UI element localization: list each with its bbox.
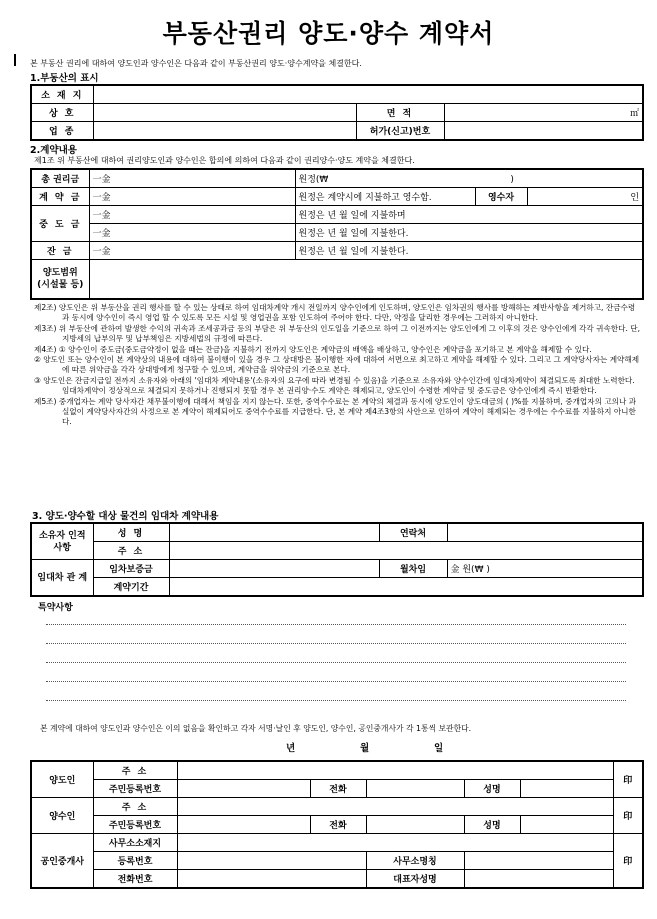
buyer-phone-field[interactable]	[366, 816, 464, 834]
business-label: 업 종	[31, 122, 93, 141]
permit-label: 허가(신고)번호	[356, 122, 444, 141]
seller-name-label: 성명	[464, 780, 520, 798]
special-line[interactable]	[46, 624, 626, 625]
articles-block	[34, 303, 642, 428]
buyer-id-field[interactable]	[177, 816, 310, 834]
balance-label: 잔 금	[31, 242, 89, 260]
office-name-label: 사무소명칭	[366, 852, 464, 870]
seller-id-field[interactable]	[177, 780, 310, 798]
special-line[interactable]	[46, 662, 626, 663]
owner-address-field[interactable]	[169, 542, 643, 560]
rep-field[interactable]	[464, 870, 613, 889]
buyer-name-label: 성명	[464, 816, 520, 834]
rent-label: 월차임	[379, 560, 447, 578]
receiver-seal[interactable]: 인	[527, 188, 643, 206]
deposit-label: 계 약 금	[31, 188, 89, 206]
seller-address-label: 주 소	[93, 761, 177, 780]
middle-label: 중 도 금	[31, 206, 89, 242]
reg-field[interactable]	[177, 852, 366, 870]
period-label: 계약기간	[93, 578, 169, 597]
article-2: 제2조) 양도인은 위 부동산을 권리 행사를 할 수 있는 상태로 하여 임대차계약 개시 전일까지 양수인에게 인도하며, 양도인은 임차권의 행사를 방해하는 제반사항을 제거하고, 잔금수령과 동시에 양수인이 즉시 영업 할 수 있도록 모든 시설 및 영업권을 포함 인도하여 주어야 한다. 다만, 약정을 달리한 경우에는 그러하지 아니한다.	[34, 303, 636, 323]
balance-text[interactable]: 원정은 년 월 일에 지불한다.	[295, 242, 643, 260]
buyer-name-field[interactable]	[520, 816, 613, 834]
location-label: 소 재 지	[31, 85, 93, 104]
deposit-prefix: 一金	[89, 188, 295, 206]
buyer-label: 양수인	[31, 798, 93, 834]
special-terms-label: 특약사항	[38, 603, 73, 613]
article-4-2: ② 양도인 또는 양수인이 본 계약상의 내용에 대하여 불이행이 있을 경우 그 상대방은 불이행한 자에 대하여 서면으로 최고하고 계약을 해제할 수 있다. 그리고 그 계약당사자는 계약해제에 따른 위약금을 각각 상대방에게 청구할 수 있으며, 계약금을 위약금의 기준으로 본다.	[34, 355, 640, 375]
margin-mark	[14, 54, 16, 66]
total-prefix: 一金	[89, 169, 295, 188]
seller-label: 양도인	[31, 761, 93, 798]
article-3: 제3조) 위 부동산에 관하여 발생한 수익의 귀속과 조세공과금 등의 부담은 위 부동산의 인도일을 기준으로 하여 그 이전까지는 양도인에게 그 이후의 것은 양수인에게 각각 귀속한다. 단, 지방세의 납부의무 및 납부책임은 지방세법의 규정에 따른다.	[34, 323, 641, 344]
area-label: 면 적	[356, 104, 444, 122]
period-field[interactable]	[169, 578, 643, 597]
article-4-1: 제4조) ① 양수인이 중도금(중도금약정이 없을 때는 잔금)을 지불하기 전까지 양도인은 계약금의 배액을 배상하고, 양수인은 계약금을 포기하고 본 계약을 해제할 수 있다.	[34, 344, 592, 354]
business-field[interactable]	[93, 122, 356, 141]
total-label: 총 권리금	[31, 169, 89, 188]
owner-contact-label: 연락처	[379, 523, 447, 542]
tel-label: 전화번호	[93, 870, 177, 889]
closing-text: 본 계약에 대하여 양도인과 양수인은 이의 없음을 확인하고 각자 서명·날인 후 양도인, 양수인, 공인중개사가 각 1통씩 보관한다.	[40, 724, 472, 733]
owner-contact-field[interactable]	[447, 523, 643, 542]
lease-deposit-label: 임차보증금	[93, 560, 169, 578]
area-field[interactable]	[444, 104, 643, 122]
middle2-prefix: 一金	[89, 224, 295, 242]
article-5: 제5조) 중개업자는 계약 당사자간 채무불이행에 대해서 책임을 지지 않는다. 또한, 중역수수료는 본 계약의 체결과 동시에 양도인이 양도대금의 ( )%를 지불하며, 중개업자의 고의나 과실없이 계약당사자간의 사정으로 본 계약이 해제되어도 중역수수료를 지급한다. 단, 본 계약 제4조3항의 사안으로 인하여 계약이 해제되는 경우에는 수수료를 지불하지 아니한다.	[34, 396, 637, 427]
seller-phone-label: 전화	[310, 780, 366, 798]
area-unit: ㎡	[629, 109, 639, 119]
reg-label: 등록번호	[93, 852, 177, 870]
scope-label: 양도범위 (시설물 등)	[31, 260, 89, 300]
seller-address-field[interactable]	[177, 761, 613, 780]
balance-prefix: 一金	[89, 242, 295, 260]
total-amount-field[interactable]	[295, 169, 643, 188]
lease-label: 임대차 관 계	[31, 560, 93, 597]
total-close: )	[510, 175, 514, 185]
intro-text: 본 부동산 권리에 대하여 양도인과 양수인은 다음과 같이 부동산권리 양도·양수계약을 체결한다.	[30, 59, 362, 68]
deposit-text: 원정은 계약시에 지불하고 영수함.	[295, 188, 475, 206]
date-month: 월	[360, 743, 370, 754]
permit-field[interactable]	[444, 122, 643, 141]
special-line[interactable]	[46, 643, 626, 644]
seller-name-field[interactable]	[520, 780, 613, 798]
name-field[interactable]	[93, 104, 356, 122]
broker-seal[interactable]: 印	[613, 834, 643, 889]
middle1-prefix: 一金	[89, 206, 295, 224]
lease-deposit-field[interactable]	[169, 560, 379, 578]
buyer-seal[interactable]: 印	[613, 798, 643, 834]
section2-heading: 2.계약내용	[30, 145, 77, 156]
buyer-address-label: 주 소	[93, 798, 177, 816]
article1-text: 제1조 위 부동산에 대하여 권리양도인과 양수인은 합의에 의하여 다음과 같이 권리양수·양도 계약을 체결한다.	[34, 156, 415, 165]
receiver-label: 영수자	[475, 188, 527, 206]
total-amount-text: 원정(₩	[298, 175, 329, 185]
middle1-text[interactable]: 원정은 년 월 일에 지불하며	[295, 206, 643, 224]
owner-name-field[interactable]	[169, 523, 379, 542]
office-name-field[interactable]	[464, 852, 613, 870]
scope-field[interactable]	[89, 260, 643, 300]
rent-field[interactable]: 金 원(₩ )	[447, 560, 643, 578]
date-year: 년	[286, 743, 296, 754]
rep-label: 대표자성명	[366, 870, 464, 889]
owner-name-label: 성 명	[93, 523, 169, 542]
seller-phone-field[interactable]	[366, 780, 464, 798]
contract-table	[30, 168, 644, 300]
special-line[interactable]	[46, 700, 626, 701]
location-field[interactable]	[93, 85, 643, 104]
article-4-3: ③ 양도인은 잔금지급일 전까지 소유자와 아래의 '임대차 계약내용'(소유자의 요구에 따라 변경될 수 있음)을 기준으로 소유자와 양수인간에 임대차계약이 체결되도록 최대한 노력한다. 임대차계약이 정상적으로 체결되지 못하거나 진행되지 못할 경우 본 권리양·수도 계약은 해제되고, 양도인이 수령한 계약금 및 중도금은 양수인에게 즉시 반환한다.	[34, 375, 635, 396]
name-label: 상 호	[31, 104, 93, 122]
parties-table	[30, 760, 644, 889]
buyer-address-field[interactable]	[177, 798, 613, 816]
owner-label: 소유자 인적사항	[31, 523, 93, 560]
special-line[interactable]	[46, 681, 626, 682]
middle2-text[interactable]: 원정은 년 월 일에 지불한다.	[295, 224, 643, 242]
buyer-phone-label: 전화	[310, 816, 366, 834]
seller-id-label: 주민등록번호	[93, 780, 177, 798]
lease-table	[30, 522, 644, 597]
property-table	[30, 84, 644, 141]
broker-label: 공인중개사	[31, 834, 93, 889]
date-day: 일	[434, 743, 444, 754]
tel-field[interactable]	[177, 870, 366, 889]
buyer-id-label: 주민등록번호	[93, 816, 177, 834]
office-address-field[interactable]	[177, 834, 613, 852]
owner-address-label: 주 소	[93, 542, 169, 560]
document-title: 부동산권리 양도·양수 계약서	[162, 19, 495, 48]
seller-seal[interactable]: 印	[613, 761, 643, 798]
office-address-label: 사무소소재지	[93, 834, 177, 852]
section1-heading: 1.부동산의 표시	[30, 73, 99, 84]
section3-heading: 3. 양도·양수할 대상 물건의 임대차 계약내용	[32, 511, 219, 522]
